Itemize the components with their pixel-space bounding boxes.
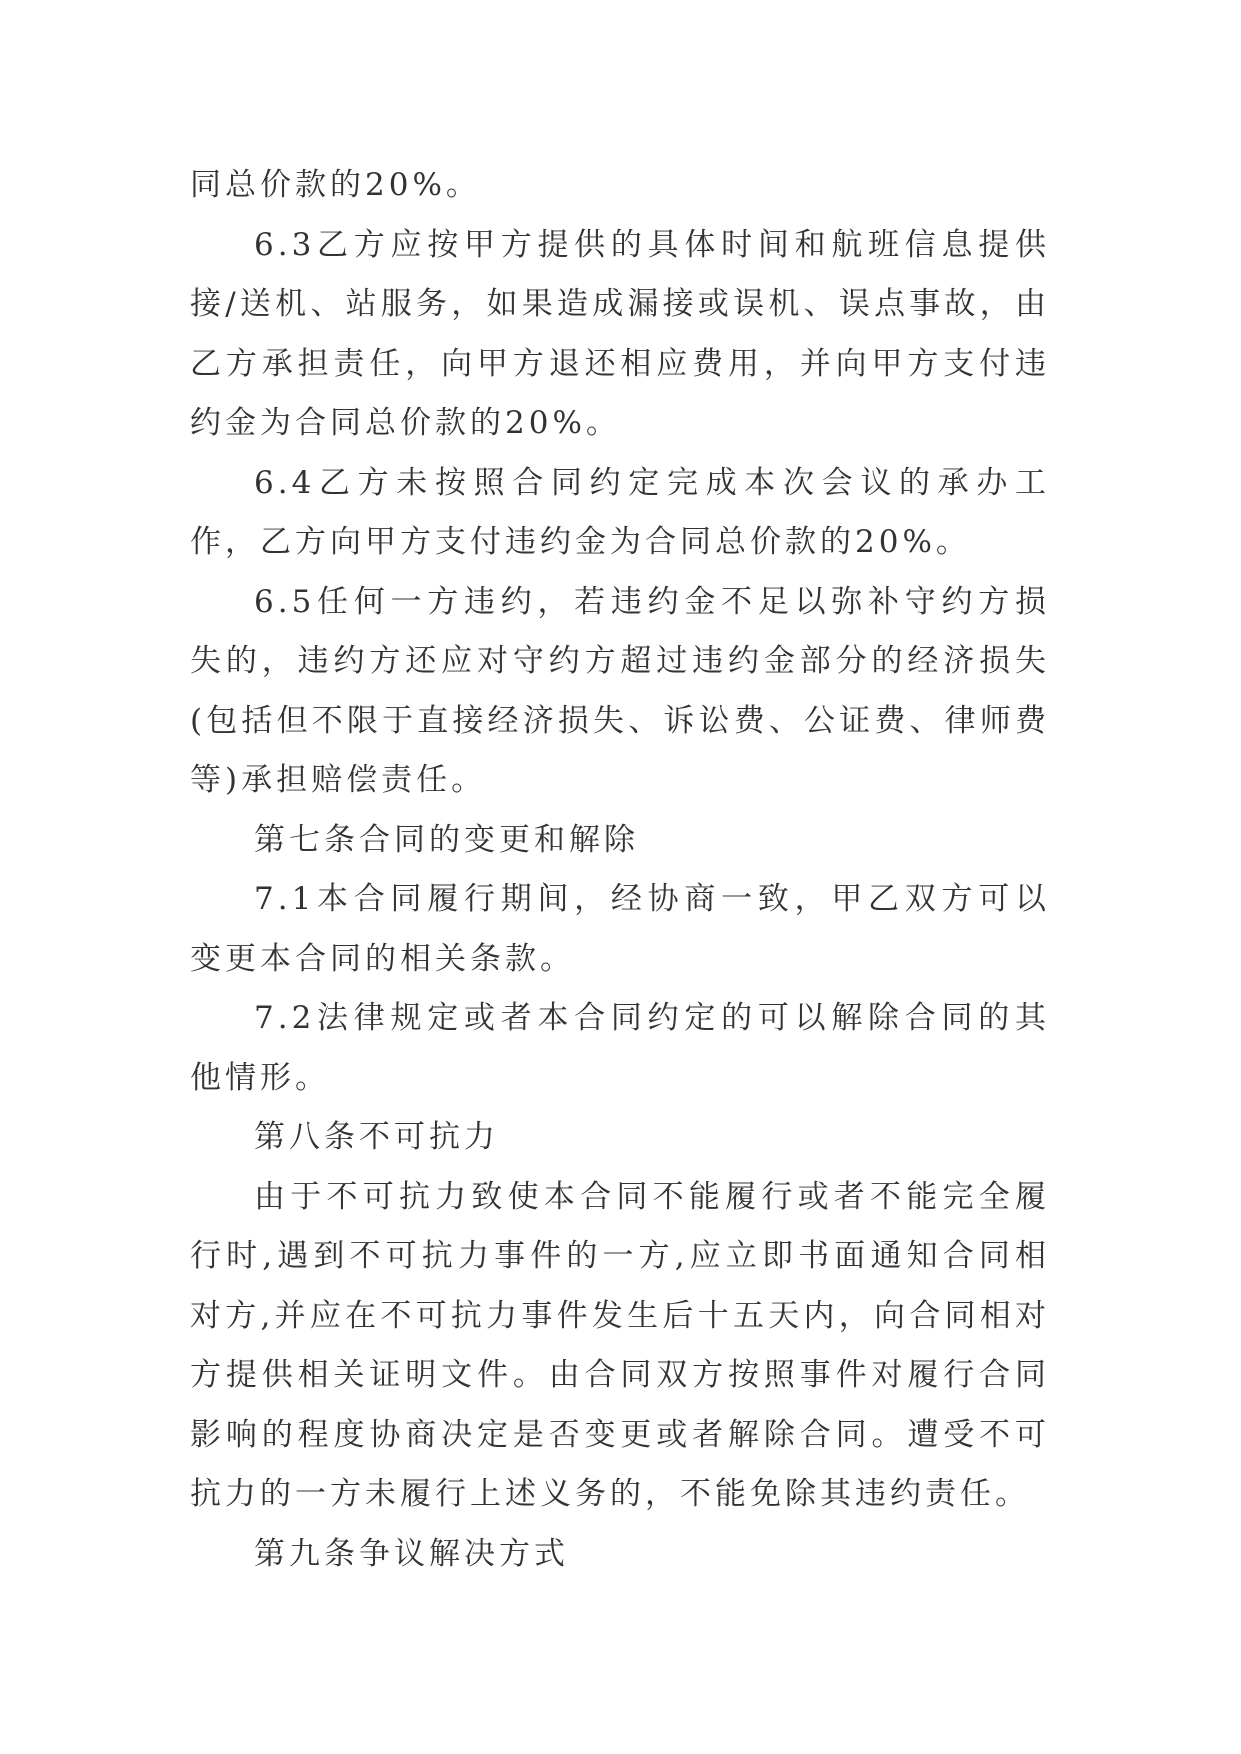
article-7-heading: 第七条合同的变更和解除 (254, 821, 639, 858)
document-body (190, 156, 1050, 1584)
clause-6-4: 6.4乙方未按照合同约定完成本次会议的承办工作，乙方向甲方支付违约金为合同总价款的20%。 (190, 464, 1050, 560)
paragraph-continuation: 同总价款的20%。 (190, 167, 481, 203)
clause-7-1: 7.1本合同履行期间，经协商一致，甲乙双方可以变更本合同的相关条款。 (190, 881, 1050, 977)
clause-7-2: 7.2法律规定或者本合同约定的可以解除合同的其他情形。 (190, 1000, 1050, 1096)
clause-6-5: 6.5任何一方违约，若违约金不足以弥补守约方损失的，违约方还应对守约方超过违约金部分的经济损失(包括但不限于直接经济损失、诉讼费、公证费、律师费等)承担赔偿责任。 (190, 583, 1050, 798)
clause-6-3: 6.3乙方应按甲方提供的具体时间和航班信息提供接/送机、站服务，如果造成漏接或误机、误点事故，由乙方承担责任，向甲方退还相应费用，并向甲方支付违约金为合同总价款的20%。 (190, 226, 1050, 441)
article-8-heading: 第八条不可抗力 (254, 1119, 499, 1155)
article-9-heading: 第九条争议解决方式 (254, 1535, 569, 1572)
article-8-body: 由于不可抗力致使本合同不能履行或者不能完全履行时,遇到不可抗力事件的一方,应立即书面通知合同相对方,并应在不可抗力事件发生后十五天内，向合同相对方提供相关证明文件。由合同双方按照事件对履行合同影响的程度协商决定是否变更或者解除合同。遭受不可抗力的一方未履行上述义务的，不能免除其违约责任。 (190, 1178, 1050, 1512)
